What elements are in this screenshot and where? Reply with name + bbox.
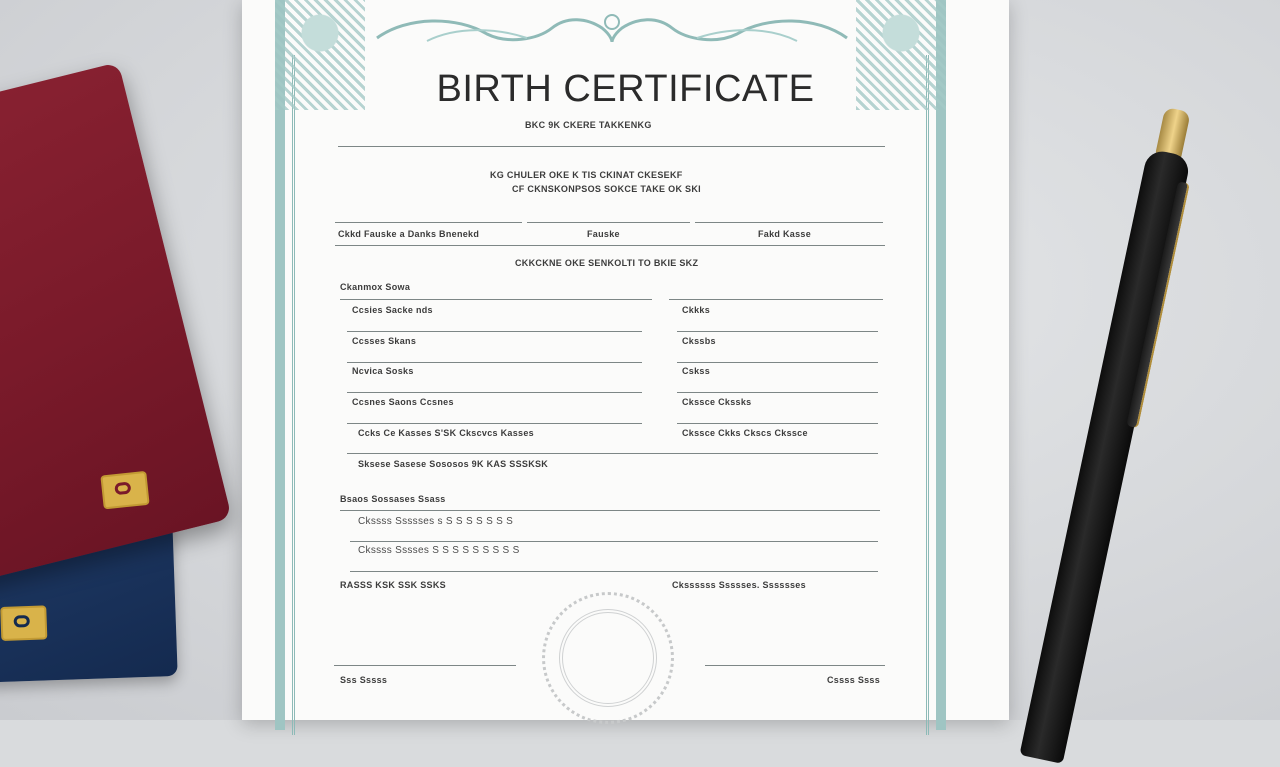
field-line [347,423,642,424]
intro-line-1: KG CHULER OKE K TIS CKINAT CKESEKF [490,170,683,180]
field-line [340,299,652,300]
left-field-4: Ccsnes Saons Ccsnes [352,397,454,407]
field-line [677,362,878,363]
divider [338,146,885,147]
field-line [347,453,878,454]
field-line [335,222,522,223]
birth-certificate [242,0,1009,720]
field-line [695,222,883,223]
field-line [347,362,642,363]
left-field-1: Ccsies Sacke nds [352,305,433,315]
header-field-1: Ckkd Fauske a Danks Bnenekd [338,229,480,239]
right-field-4: Ckssce Ckssks [682,397,752,407]
signature-line [334,665,516,666]
field-line [340,510,880,511]
right-field-5: Ckssce Ckks Ckscs Ckssce [682,428,808,438]
certificate-subtitle: BKC 9K CKERE TAKKENKG [525,120,652,130]
seal-icon [542,592,674,724]
section2-label: Bsaos Sossases Ssass [340,494,446,504]
signature-right-label: Ckssssss Ssssses. Sssssses [672,580,806,590]
field-line [335,245,885,246]
field-line [347,331,642,332]
section1-heading: CKKCKNE OKE SENKOLTI TO BKIE SKZ [515,258,699,268]
intro-line-2: CF CKNSKONPSOS SOKCE TAKE OK SKI [512,184,701,194]
section1-label: Ckanmox Sowa [340,282,411,292]
section2-field-2: Ckssss Sssses S S S S S S S S S [358,545,520,556]
field-line [677,392,878,393]
header-field-3: Fakd Kasse [758,229,812,239]
bottom-right-label: Cssss Ssss [827,675,881,685]
right-field-1: Ckkks [682,305,711,315]
field-line [350,541,878,542]
right-field-3: Cskss [682,366,711,376]
field-line [669,299,883,300]
top-ornament [367,6,857,56]
field-line [677,331,878,332]
section2-field-1: Ckssss Ssssses s S S S S S S S [358,516,514,527]
field-line [347,392,642,393]
left-field-2: Ccsses Skans [352,336,417,346]
left-field-5: Ccks Ce Kasses S'SK Ckscvcs Kasses [358,428,534,438]
chip-icon [0,605,47,641]
field-line [350,571,878,572]
left-field-3: Ncvica Sosks [352,366,414,376]
bottom-left-label: Sss Sssss [340,675,388,685]
field-line [677,423,878,424]
signature-left-label: RASSS KSK SSK SSKS [340,580,446,590]
chip-icon [100,471,149,510]
full-field: Sksese Sasese Sososos 9K KAS SSSKSK [358,459,549,469]
header-field-2: Fauske [587,229,620,239]
certificate-title: BIRTH CERTIFICATE [436,68,815,110]
field-line [527,222,690,223]
signature-line [705,665,885,666]
right-field-2: Ckssbs [682,336,716,346]
